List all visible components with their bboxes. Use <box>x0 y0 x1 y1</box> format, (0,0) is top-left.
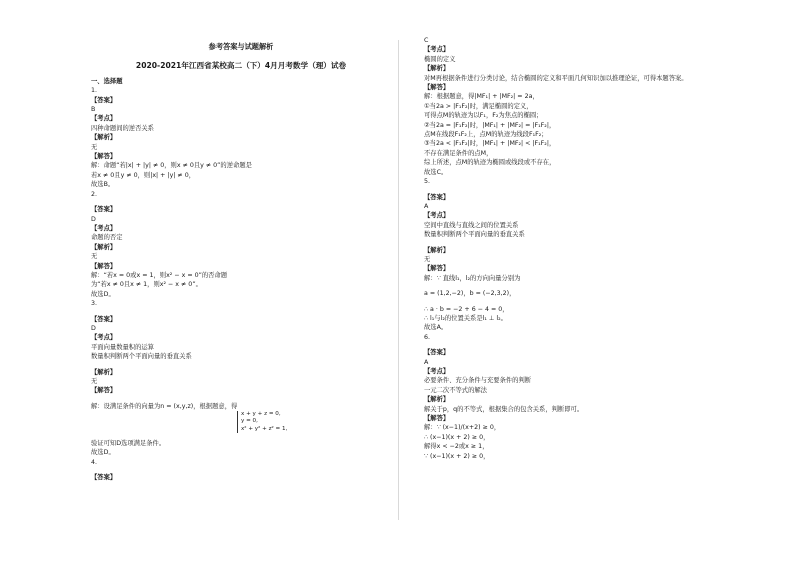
q2-solution-line: 故选D。 <box>91 290 115 298</box>
q3-answer-tag: 【答案】 <box>91 315 117 323</box>
q1-analysis: 无 <box>91 143 98 151</box>
q5-solution-line: ∴ l₁与l₂的位置关系是l₁ ⊥ l₂。 <box>424 314 507 322</box>
q1-solution-line: 解：命题“若|x| + |y| ≠ 0，则x ≠ 0且y ≠ 0”的逆命题是 <box>91 162 252 170</box>
q4-solution-tag: 【解答】 <box>424 84 450 92</box>
q5-analysis-tag: 【解析】 <box>424 246 450 254</box>
equation-line: y = 0, <box>241 418 258 425</box>
q4-solution-line: 综上所述，点M的轨迹为椭圆或线段或不存在， <box>424 159 556 167</box>
q6-kp: 一元二次不等式的解法 <box>424 386 487 394</box>
q4-solution-line: 解：根据题意，得|MF₁| + |MF₂| = 2a， <box>424 93 539 101</box>
q6-kp: 必要条件、充分条件与充要条件的判断 <box>424 377 532 385</box>
q4-kp-tag: 【考点】 <box>424 46 450 54</box>
q6-kp-tag: 【考点】 <box>424 368 450 375</box>
q2-kp-tag: 【考点】 <box>91 224 117 232</box>
q2-kp: 命题的否定 <box>91 234 123 242</box>
q6-number: 6. <box>424 333 431 341</box>
q4-kp: 椭圆的定义 <box>424 55 456 63</box>
q4-solution-line: 点M在线段F₁F₂上，点M的轨迹为线段F₁F₂； <box>424 131 548 139</box>
q6-analysis-tag: 【解析】 <box>424 396 450 404</box>
equation-system <box>237 411 391 433</box>
q3-kp: 数量积判断两个平面向量的垂直关系 <box>91 353 192 361</box>
q5-solution-line: 解：∵ 直线l₁，l₂的方向向量分别为 <box>424 274 521 282</box>
q1-solution-tag: 【解答】 <box>91 153 117 161</box>
q5-answer-tag: 【答案】 <box>424 193 450 201</box>
q2-solution-line: 为“若x ≠ 0且x ≠ 1，则x² − x ≠ 0”。 <box>91 281 202 289</box>
q5-number: 5. <box>424 178 431 186</box>
q5-solution-tag: 【解答】 <box>424 265 450 273</box>
q2-solution-tag: 【解答】 <box>91 262 117 270</box>
q3-kp-tag: 【考点】 <box>91 334 117 342</box>
column-divider <box>398 40 399 520</box>
q6-answer: A <box>424 358 429 366</box>
q2-answer: D <box>91 215 96 223</box>
equation-line: x² + y² + z² = 1, <box>241 425 288 432</box>
q5-solution-line: ∴ a · b = −2 + 6 − 4 = 0， <box>424 305 509 313</box>
q1-answer-tag: 【答案】 <box>91 96 117 104</box>
q6-solution-line: ∴ (x−1)(x + 2) ≥ 0， <box>424 433 490 441</box>
q3-solution-line: 验证可知D选项满足条件。 <box>91 439 166 447</box>
left-column <box>91 36 391 482</box>
q1-number: 1. <box>91 87 98 95</box>
q3-number: 3. <box>91 300 98 308</box>
q4-solution-line: 故选C。 <box>424 168 448 176</box>
q3-kp: 平面向量数量积的运算 <box>91 343 154 351</box>
q4-answer: C <box>424 37 429 44</box>
q1-solution-line: 故选B。 <box>91 181 115 189</box>
q5-answer: A <box>424 202 429 210</box>
q1-kp-tag: 【考点】 <box>91 115 117 123</box>
q4-analysis-tag: 【解析】 <box>424 65 450 73</box>
q5-kp-tag: 【考点】 <box>424 212 450 220</box>
q2-analysis-tag: 【解析】 <box>91 243 117 251</box>
q6-solution-line: 解得x < −2或x ≥ 1， <box>424 443 489 451</box>
q3-analysis: 无 <box>91 378 98 385</box>
q1-solution-line: 若x ≠ 0且y ≠ 0，则|x| + |y| ≠ 0， <box>91 171 196 179</box>
q2-answer-tag: 【答案】 <box>91 206 117 214</box>
q6-solution-tag: 【解答】 <box>424 415 450 423</box>
q4-analysis: 对M再根据条件进行分类讨论，结合椭圆的定义和平面几何知识加以推理论证，可得本题答案。 <box>424 74 688 82</box>
q5-kp: 数量积判断两个平面向量的垂直关系 <box>424 231 525 239</box>
q3-solution-line: 解：设满足条件的向量为n = (x,y,z)，根据题意，得 <box>91 402 238 410</box>
q5-solution-line: a = (1,2,−2)，b = (−2,3,2)， <box>424 290 516 298</box>
section-heading: 一、选择题 <box>91 77 123 85</box>
q5-solution-line: 故选A。 <box>424 324 448 332</box>
q6-solution-line: ∵ (x−1)(x + 2) ≥ 0， <box>424 452 490 460</box>
q1-analysis-tag: 【解析】 <box>91 134 117 142</box>
q4-solution-line: 可得点M的轨迹为以F₁，F₂为焦点的椭圆； <box>424 112 543 120</box>
q4-solution-line: ②当2a = |F₁F₂|时，|MF₁| + |MF₂| = |F₁F₂|， <box>424 121 556 129</box>
q5-analysis: 无 <box>424 255 431 263</box>
document-subtitle: 2020-2021年江西省某校高二（下）4月月考数学（理）试卷 <box>135 61 347 71</box>
q3-analysis-tag: 【解析】 <box>91 368 117 376</box>
q5-kp: 空间中直线与直线之间的位置关系 <box>424 221 519 229</box>
q3-answer: D <box>91 324 96 332</box>
q2-solution-line: 解：“若x = 0或x = 1，则x² − x = 0”的否命题 <box>91 271 228 279</box>
right-column <box>424 36 724 461</box>
q2-analysis: 无 <box>91 253 98 261</box>
document-title: 参考答案与试题解析 <box>208 42 274 51</box>
q3-solution-tag: 【解答】 <box>91 387 117 395</box>
q4-answer-tag: 【答案】 <box>91 474 117 482</box>
q3-solution-line: 故选D。 <box>91 449 115 457</box>
q1-answer: B <box>91 106 96 114</box>
q4-solution-line: ③当2a < |F₁F₂|时，|MF₁| + |MF₂| < |F₁F₂|， <box>424 140 556 148</box>
q4-solution-line: 不存在满足条件的点M， <box>424 149 493 157</box>
q1-kp: 四种命题间的逆否关系 <box>91 124 154 132</box>
q2-number: 2. <box>91 190 98 198</box>
equation-line: x + y + z = 0, <box>241 411 281 418</box>
q6-solution-line: 解：∵ (x−1)/(x+2) ≥ 0， <box>424 424 501 432</box>
q4-number: 4. <box>91 458 98 466</box>
q4-solution-line: ①当2a > |F₁F₂|时，满足椭圆的定义， <box>424 102 533 110</box>
q6-answer-tag: 【答案】 <box>424 349 450 357</box>
q6-analysis: 解关于p，q的不等式，根据集合的包含关系，判断即可。 <box>424 405 584 413</box>
